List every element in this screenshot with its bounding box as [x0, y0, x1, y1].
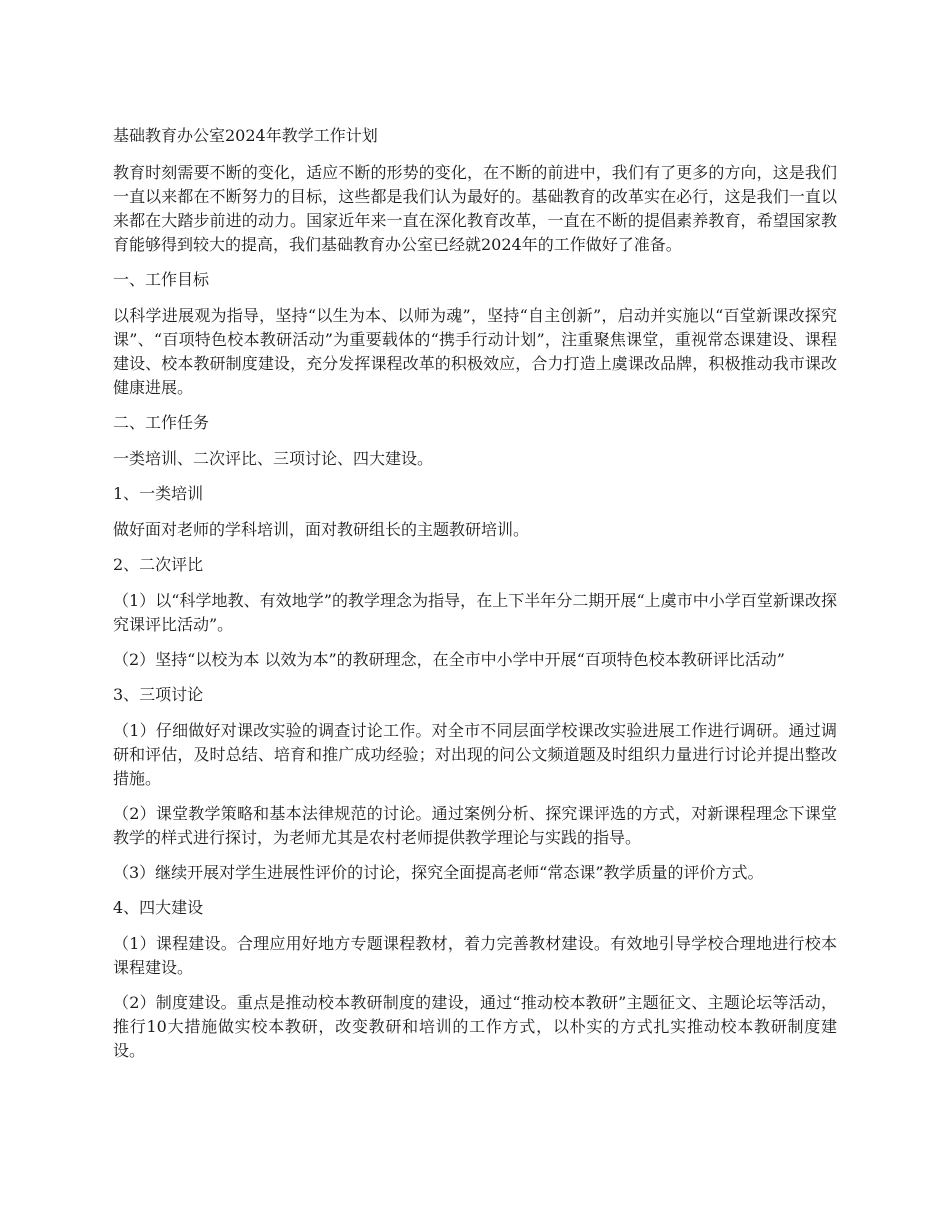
- subheading-discussion: 3、三项讨论: [113, 685, 204, 704]
- subheading-construction: 4、四大建设: [113, 898, 204, 917]
- training-paragraph: 做好面对老师的学科培训，面对教研组长的主题教研培训。: [113, 520, 530, 539]
- section-heading-goals: 一、工作目标: [113, 270, 210, 289]
- document-page: [113, 124, 837, 1074]
- intro-paragraph: 教育时刻需要不断的变化，适应不断的形势的变化，在不断的前进中，我们有了更多的方向，这是我们一直以来都在不断努力的目标，这些都是我们认为最好的。基础教育的改革实在必行，这是我们一直以来都在大踏步前进的动力。国家近年来一直在深化教育改革，一直在不断的提倡素养教育，希望国家教育能够得到较大的提高，我们基础教育办公室已经就2024年的工作做好了准备。: [113, 163, 837, 254]
- evaluation-item-2: （2）坚持“以校为本 以效为本”的教研理念，在全市中小学中开展“百项特色校本教研评比活动”: [113, 650, 785, 669]
- construction-item-1: （1）课程建设。合理应用好地方专题课程教材，着力完善教材建设。有效地引导学校合理地进行校本课程建设。: [113, 934, 837, 977]
- goals-paragraph: 以科学进展观为指导，坚持“以生为本、以师为魂”，坚持“自主创新”，启动并实施以“百堂新课改探究课”、“百项特色校本教研活动”为重要载体的“携手行动计划”，注重聚焦课堂，重视常态课建设、课程建设、校本教研制度建设，充分发挥课程改革的积极效应，合力打造上虞课改品牌，积极推动我市课改健康进展。: [113, 306, 837, 397]
- evaluation-item-1: （1）以“科学地教、有效地学”的教学理念为指导，在上下半年分二期开展“上虞市中小学百堂新课改探究课评比活动”。: [113, 591, 837, 634]
- document-title: 基础教育办公室2024年教学工作计划: [113, 126, 378, 145]
- subheading-training: 1、一类培训: [113, 484, 204, 503]
- subheading-evaluation: 2、二次评比: [113, 555, 204, 574]
- discussion-item-2: （2）课堂教学策略和基本法律规范的讨论。通过案例分析、探究课评选的方式，对新课程理念下课堂教学的样式进行探讨，为老师尤其是农村老师提供教学理论与实践的指导。: [113, 804, 837, 847]
- discussion-item-3: （3）继续开展对学生进展性评价的讨论，探究全面提高老师“常态课”教学质量的评价方式。: [113, 863, 764, 882]
- tasks-summary: 一类培训、二次评比、三项讨论、四大建设。: [113, 449, 434, 468]
- construction-item-2: （2）制度建设。重点是推动校本教研制度的建设，通过“推动校本教研”主题征文、主题论坛等活动，推行10大措施做实校本教研，改变教研和培训的工作方式，以朴实的方式扎实推动校本教研制度建设。: [113, 993, 837, 1060]
- section-heading-tasks: 二、工作任务: [113, 413, 210, 432]
- discussion-item-1: （1）仔细做好对课改实验的调查讨论工作。对全市不同层面学校课改实验进展工作进行调研。通过调研和评估，及时总结、培育和推广成功经验；对出现的问公文频道题及时组织力量进行讨论并提出整改措施。: [113, 721, 837, 788]
